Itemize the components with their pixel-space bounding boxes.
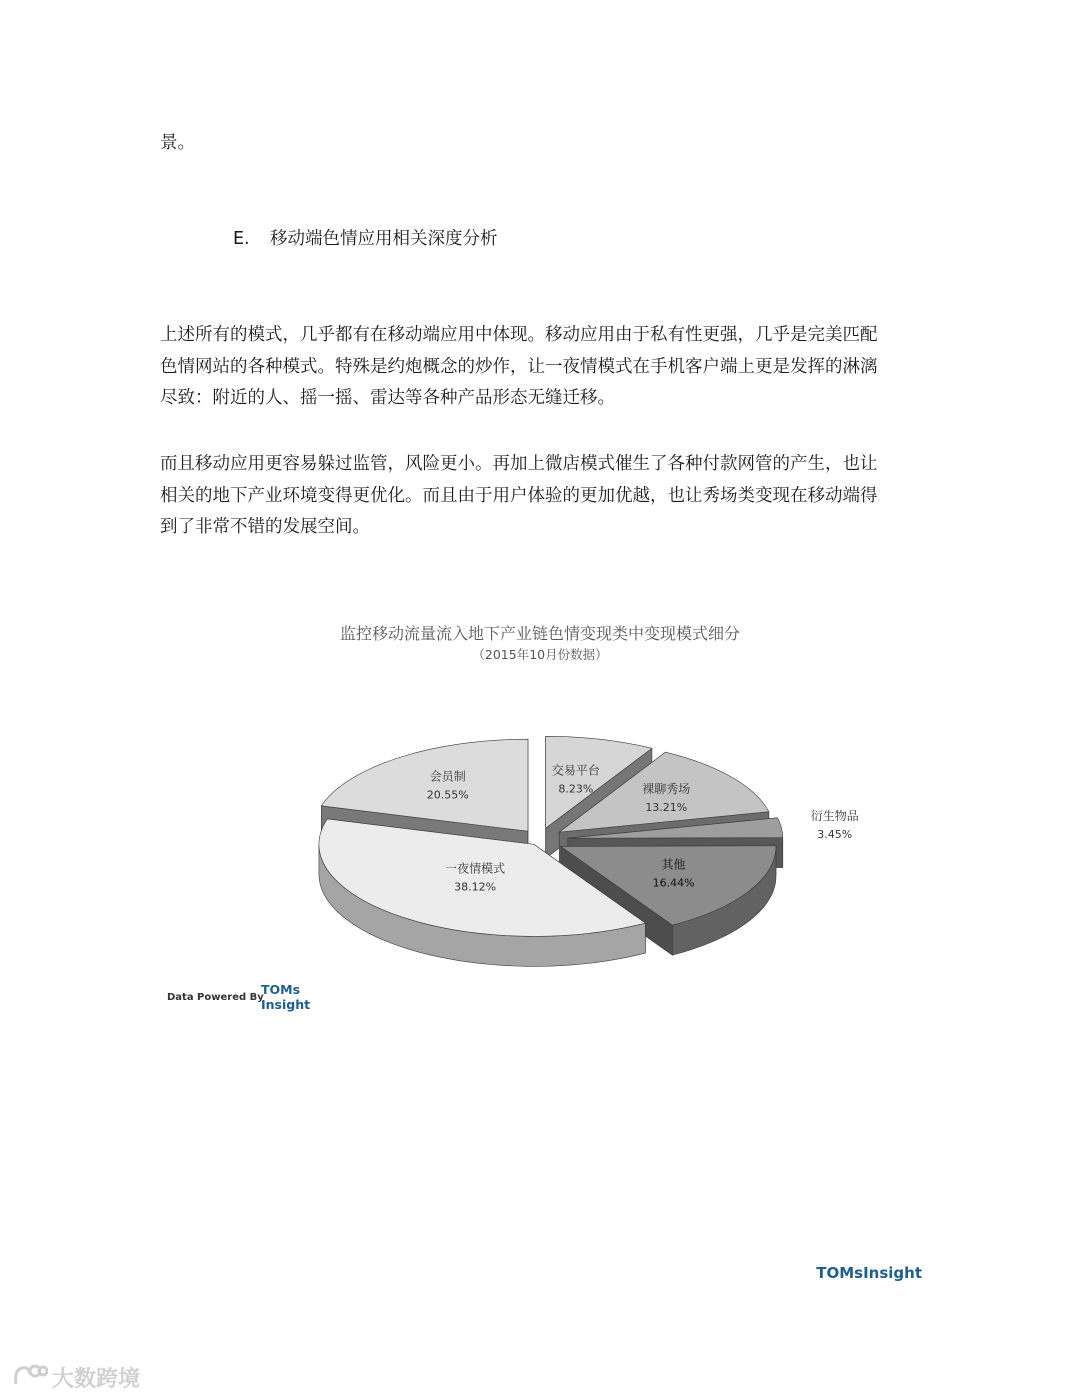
slice-name-label: 交易平台 bbox=[551, 763, 600, 778]
pie-chart bbox=[160, 615, 920, 1035]
watermark-logo-icon bbox=[12, 1362, 48, 1388]
slice-value-label: 16.44% bbox=[652, 876, 695, 890]
section-title: 移动端色情应用相关深度分析 bbox=[270, 229, 498, 249]
slice-value-label: 3.45% bbox=[817, 827, 853, 841]
slice-name-label: 一夜情模式 bbox=[445, 861, 506, 876]
chart-title: 监控移动流量流入地下产业链色情变现类中变现模式细分 bbox=[339, 624, 740, 643]
slice-name-label: 其他 bbox=[661, 857, 686, 872]
credit-label: Data Powered By bbox=[167, 992, 264, 1003]
slice-name-label: 衍生物品 bbox=[810, 808, 859, 823]
slice-name-label: 会员制 bbox=[429, 769, 466, 784]
section-heading bbox=[233, 224, 498, 255]
slice-value-label: 13.21% bbox=[645, 801, 688, 815]
slice-value-label: 20.55% bbox=[426, 788, 469, 802]
slice-name-label: 裸聊秀场 bbox=[642, 782, 691, 797]
paragraph-line: 尽致：附近的人、摇一摇、雷达等各种产品形态无缝迁移。 bbox=[160, 388, 615, 408]
pie-chart-canvas bbox=[160, 615, 920, 1035]
paragraph-line: 到了非常不错的发展空间。 bbox=[160, 517, 370, 537]
paragraph-2 bbox=[160, 449, 930, 544]
watermark-text: 大数跨境 bbox=[52, 1367, 141, 1392]
slice-value-label: 8.23% bbox=[558, 782, 594, 796]
footer-brand: TOMsInsight bbox=[816, 1264, 922, 1282]
slice-value-label: 38.12% bbox=[454, 880, 497, 894]
paragraph-line: 上述所有的模式，几乎都有在移动端应用中体现。移动应用由于私有性更强，几乎是完美匹配 bbox=[160, 325, 878, 345]
data-credit bbox=[167, 982, 367, 1022]
section-marker: E. bbox=[233, 229, 250, 249]
tomsinsight-logo: TOMs Insight bbox=[261, 982, 311, 1012]
fragment-text: 景。 bbox=[160, 133, 195, 153]
paragraph-line: 相关的地下产业环境变得更优化。而且由于用户体验的更加优越，也让秀场类变现在移动端得 bbox=[160, 485, 878, 506]
paragraph-line: 而且移动应用更容易躲过监管，风险更小。再加上微店模式催生了各种付款网管的产生，也让 bbox=[160, 454, 878, 474]
paragraph-line: 色情网站的各种模式。特殊是约炮概念的炒作，让一夜情模式在手机客户端上更是发挥的淋漓 bbox=[160, 356, 878, 377]
paragraph-1 bbox=[160, 320, 930, 415]
chart-subtitle: （2015年10月份数据） bbox=[472, 647, 608, 662]
